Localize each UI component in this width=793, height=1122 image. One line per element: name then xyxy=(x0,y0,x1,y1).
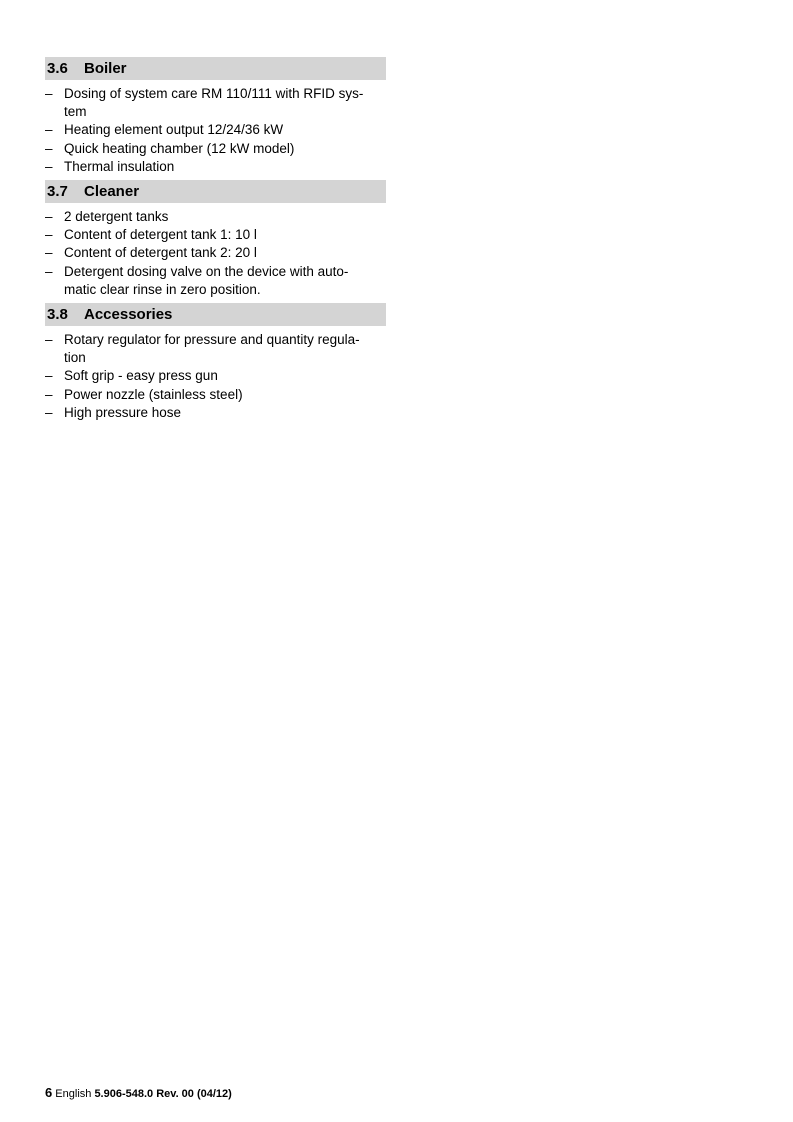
section-header xyxy=(45,57,386,80)
section-header xyxy=(45,303,386,326)
list-item-line: Content of detergent tank 2: 20 l xyxy=(64,245,257,261)
list-item xyxy=(45,331,386,367)
bullet-dash: – xyxy=(45,122,53,138)
section-title: Cleaner xyxy=(84,183,140,201)
list-item xyxy=(45,367,386,385)
section-title: Accessories xyxy=(84,306,173,324)
bullet-dash: – xyxy=(45,140,53,156)
section-number: 3.8 xyxy=(47,306,68,324)
bullet-list xyxy=(45,85,386,176)
bullet-list xyxy=(45,208,386,299)
bullet-dash: – xyxy=(45,263,53,279)
content-column xyxy=(45,57,386,422)
list-item-line: 2 detergent tanks xyxy=(64,209,169,225)
page-footer xyxy=(45,1085,232,1100)
footer-language: English xyxy=(55,1088,92,1100)
bullet-dash: – xyxy=(45,404,53,420)
bullet-dash: – xyxy=(45,227,53,243)
bullet-dash: – xyxy=(45,158,53,174)
list-item-line: Power nozzle (stainless steel) xyxy=(64,386,243,402)
bullet-dash: – xyxy=(45,332,53,348)
list-item-line: matic clear rinse in zero position. xyxy=(64,281,261,297)
bullet-list xyxy=(45,331,386,422)
list-item xyxy=(45,244,386,262)
list-item xyxy=(45,226,386,244)
bullet-dash: – xyxy=(45,245,53,261)
footer-doc-ref: 5.906-548.0 Rev. 00 (04/12) xyxy=(94,1088,232,1100)
list-item-line: tion xyxy=(64,350,86,366)
bullet-dash: – xyxy=(45,86,53,101)
section-number: 3.6 xyxy=(47,60,68,77)
list-item-line: Thermal insulation xyxy=(64,158,175,174)
list-item-line: Content of detergent tank 1: 10 l xyxy=(64,227,257,243)
list-item-line: Quick heating chamber (12 kW model) xyxy=(64,140,295,156)
list-item-line: tem xyxy=(64,104,87,120)
list-item xyxy=(45,140,386,158)
page-number: 6 xyxy=(45,1085,53,1100)
section-header xyxy=(45,180,386,203)
list-item xyxy=(45,404,386,422)
list-item xyxy=(45,85,386,121)
list-item xyxy=(45,158,386,176)
bullet-dash: – xyxy=(45,386,53,402)
bullet-dash: – xyxy=(45,368,53,384)
section-accessories xyxy=(45,303,386,422)
list-item-line: Soft grip - easy press gun xyxy=(64,368,218,384)
section-boiler xyxy=(45,57,386,180)
section-cleaner xyxy=(45,180,386,303)
list-item-line: High pressure hose xyxy=(64,404,182,420)
list-item xyxy=(45,121,386,139)
list-item-line: Heating element output 12/24/36 kW xyxy=(64,122,284,138)
list-item-line: Rotary regulator for pressure and quantity regula- xyxy=(64,332,360,348)
list-item xyxy=(45,208,386,226)
section-number: 3.7 xyxy=(47,183,68,201)
bullet-dash: – xyxy=(45,209,53,225)
list-item-line: Detergent dosing valve on the device with auto- xyxy=(64,263,349,279)
list-item xyxy=(45,386,386,404)
section-title: Boiler xyxy=(84,60,127,77)
list-item xyxy=(45,263,386,299)
list-item-line: Dosing of system care RM 110/111 with RFID sys- xyxy=(64,86,364,101)
